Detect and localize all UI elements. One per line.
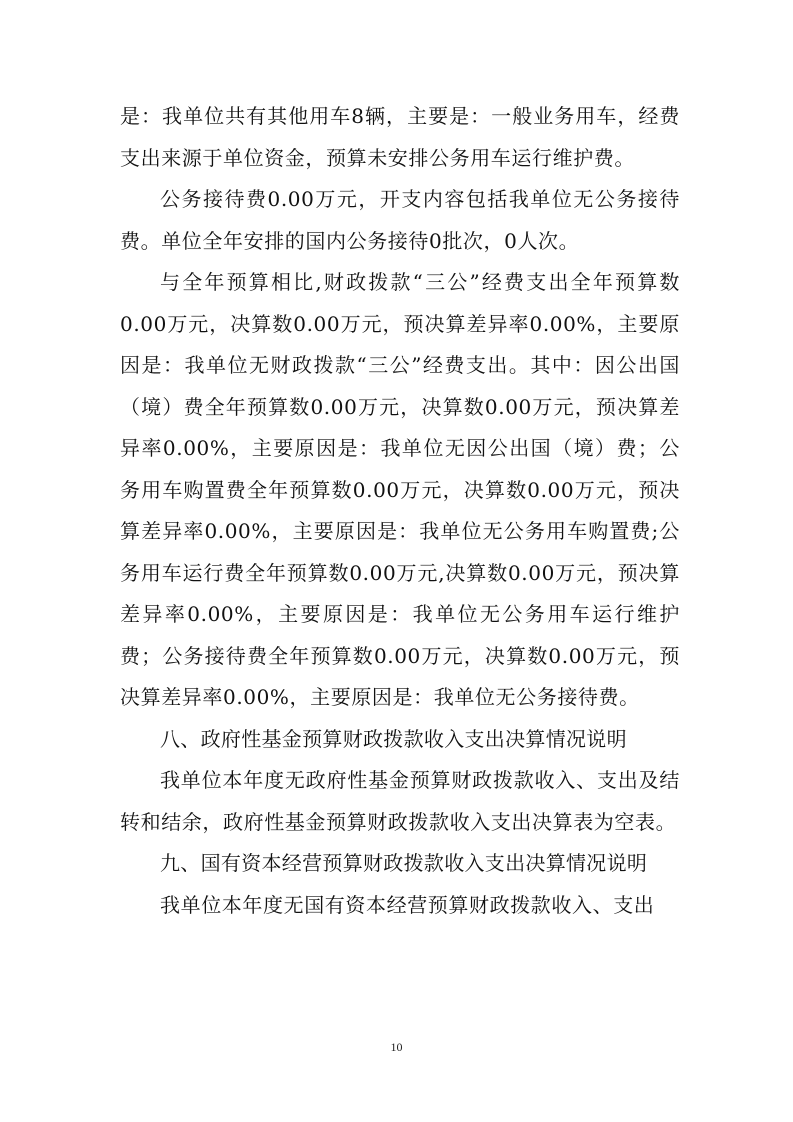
page-number: 10: [390, 1040, 403, 1054]
paragraph-state-capital: 我单位本年度无国有资本经营预算财政拨款收入、支出: [160, 892, 655, 917]
paragraph-government-fund: 我单位本年度无政府性基金预算财政拨款收入、支出及结转和结余，政府性基金预算财政拨款收入支出决算表为空表。: [120, 768, 680, 834]
document-body: [120, 96, 680, 926]
paragraph-vehicle-continued: 是：我单位共有其他用车8辆，主要是：一般业务用车，经费支出来源于单位资金，预算未安排公务用车运行维护费。: [120, 104, 680, 170]
paragraph-budget-comparison: 与全年预算相比,财政拨款“三公”经费支出全年预算数0.00万元，决算数0.00万元，预决算差异率0.00%，主要原因是：我单位无财政拨款“三公”经费支出。其中：因公出国（境）费全年预算数0.00万元，决算数0.00万元，预决算差异率0.00%，主要原因是：我单位无因公出国（境）费；公务用车购置费全年预算数0.00万元，决算数0.00万元，预决算差异率0.00%，主要原因是：我单位无公务用车购置费;公务用车运行费全年预算数0.00万元,决算数0.00万元，预决算差异率0.00%，主要原因是：我单位无公务用车运行维护费；公务接待费全年预算数0.00万元，决算数0.00万元，预决算差异率0.00%，主要原因是：我单位无公务接待费。: [120, 270, 680, 709]
section-heading-state-capital: 九、国有资本经营预算财政拨款收入支出决算情况说明: [160, 851, 648, 875]
paragraph-reception-fee: 公务接待费0.00万元，开支内容包括我单位无公务接待费。单位全年安排的国内公务接待0批次，0人次。: [120, 187, 680, 253]
section-heading-government-fund: 八、政府性基金预算财政拨款收入支出决算情况说明: [160, 726, 627, 751]
